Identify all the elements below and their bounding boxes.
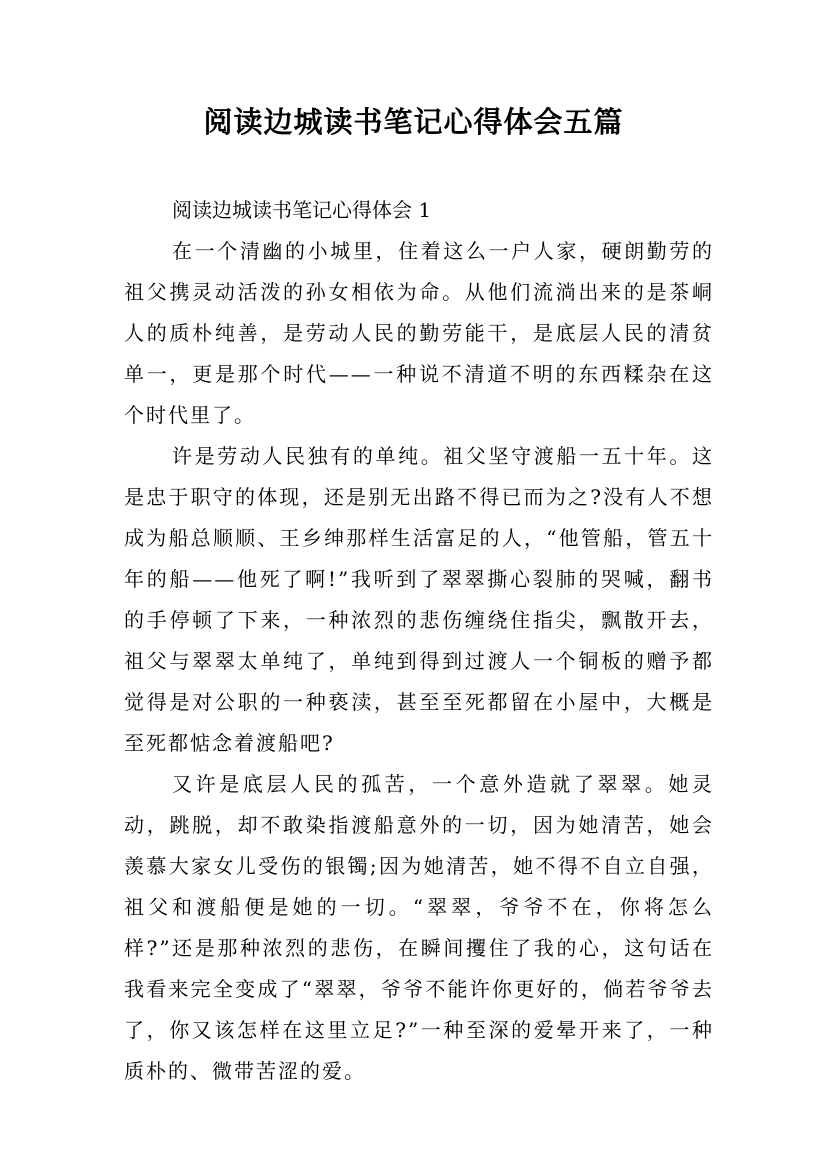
paragraph-1: 在一个清幽的小城里，住着这么一户人家，硬朗勤劳的祖父携灵动活泼的孙女相依为命。从他们流淌出来的是茶峒人的质朴纯善，是劳动人民的勤劳能干，是底层人民的清贫单一，更是那个时代——一种说不清道不明的东西糅杂在这个时代里了。	[124, 239, 714, 427]
paragraph-3: 又许是底层人民的孤苦，一个意外造就了翠翠。她灵动，跳脱，却不敢染指渡船意外的一切，因为她清苦，她会羡慕大家女儿受伤的银镯;因为她清苦，她不得不自立自强，祖父和渡船便是她的一切。“翠翠，爷爷不在，你将怎么样?”还是那种浓烈的悲伤，在瞬间攫住了我的心，这句话在我看来完全变成了“翠翠，爷爷不能许你更好的，倘若爷爷去了，你又该怎样在这里立足?”一种至深的爱晕开来了，一种质朴的、微带苦涩的爱。	[124, 772, 714, 1083]
document-body	[124, 190, 714, 1092]
document-title: 阅读边城读书笔记心得体会五篇	[203, 105, 624, 139]
paragraph-2: 许是劳动人民独有的单纯。祖父坚守渡船一五十年。这是忠于职守的体现，还是别无出路不得已而为之?没有人不想成为船总顺顺、王乡绅那样生活富足的人，“他管船，管五十年的船——他死了啊!”我听到了翠翠撕心裂肺的哭喊，翻书的手停顿了下来，一种浓烈的悲伤缠绕住指尖，飘散开去，祖父与翠翠太单纯了，单纯到得到过渡人一个铜板的赠予都觉得是对公职的一种亵渎，甚至至死都留在小屋中，大概是至死都惦念着渡船吧?	[124, 444, 714, 755]
section-heading: 阅读边城读书笔记心得体会 1	[172, 198, 432, 222]
